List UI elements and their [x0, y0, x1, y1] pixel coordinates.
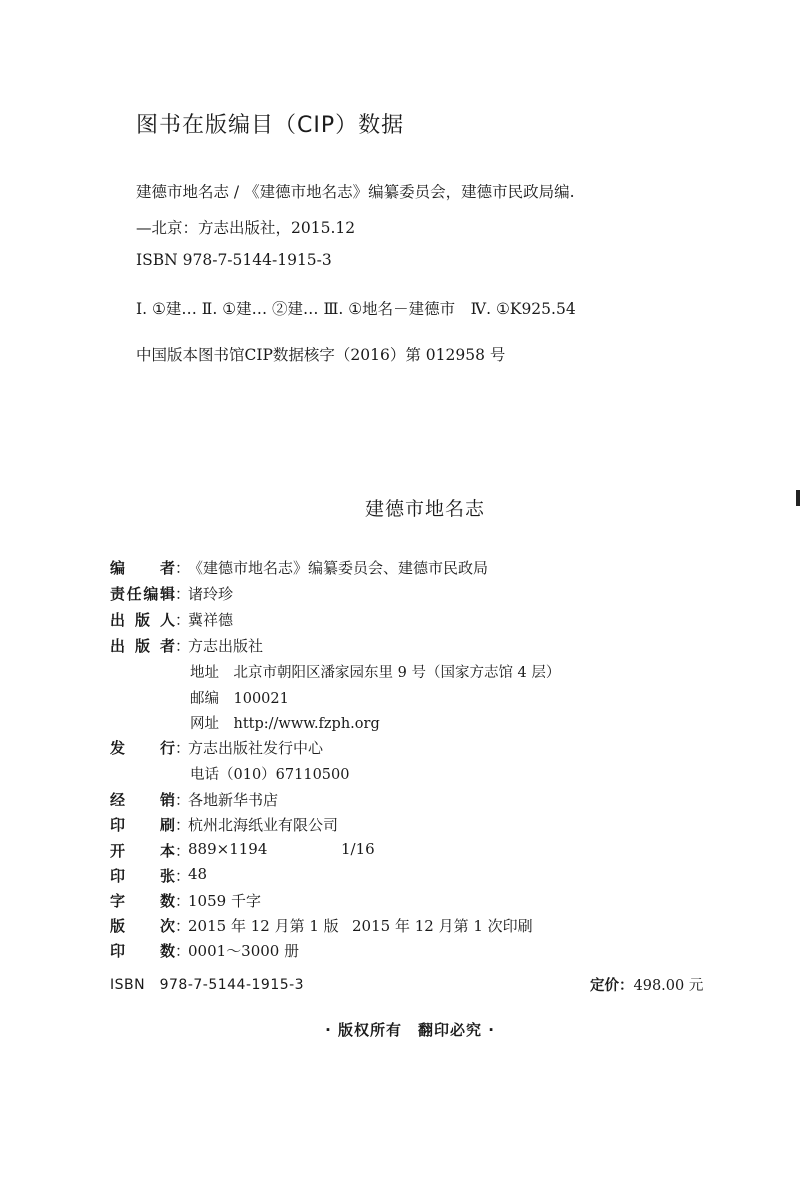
print-run-label: 印 数	[110, 942, 175, 960]
book-title: 建德市地名志	[364, 498, 485, 520]
word-count-value: 1059 千字	[188, 892, 261, 910]
edition-value: 2015 年 12 月第 1 版	[188, 917, 339, 935]
distribution-phone: 电话（010）67110500	[190, 767, 350, 783]
cip-title-line: 建德市地名志 / 《建德市地名志》编纂委员会，建德市民政局编.	[136, 183, 575, 201]
cip-classification-line: Ⅰ. ①建… Ⅱ. ①建… ②建… Ⅲ. ①地名－建德市 Ⅳ. ①K925.54	[136, 300, 576, 318]
responsible-editor-label: 责任编辑	[110, 585, 175, 603]
format-value: 889×1194	[188, 840, 268, 858]
cip-isbn-line: ISBN 978-7-5144-1915-3	[136, 251, 332, 269]
edition-extra: 2015 年 12 月第 1 次印刷	[352, 917, 533, 935]
distribution-value: 方志出版社发行中心	[188, 739, 324, 757]
printing-value: 杭州北海纸业有限公司	[188, 816, 339, 834]
rights-notice: · 版权所有 翻印必究 ·	[325, 1021, 495, 1039]
colon: ：	[175, 816, 191, 834]
sales-value: 各地新华书店	[188, 791, 279, 809]
colon: ：	[175, 739, 191, 757]
sales-label: 经 销	[110, 791, 175, 809]
price-value: 498.00 元	[633, 978, 704, 994]
colon: ：	[175, 611, 191, 629]
publisher-label: 出 版 者	[110, 637, 175, 655]
cip-record-number-line: 中国版本图书馆CIP数据核字（2016）第 012958 号	[136, 346, 506, 364]
colon: ：	[175, 942, 191, 960]
distribution-label: 发 行	[110, 739, 175, 757]
publisher-website: 网址 http://www.fzph.org	[190, 716, 380, 732]
sheets-label: 印 张	[110, 867, 175, 885]
price	[590, 974, 703, 995]
colon: ：	[175, 917, 191, 935]
responsible-editor-value: 诸玲珍	[188, 585, 234, 603]
cip-publisher-line: —北京：方志出版社，2015.12	[136, 219, 356, 237]
isbn-footer: ISBN 978-7-5144-1915-3	[110, 977, 305, 993]
publisher-value: 方志出版社	[188, 637, 264, 655]
publisher-person-label: 出 版 人	[110, 611, 175, 629]
editor-label: 编 者	[110, 559, 175, 577]
editor-value: 《建德市地名志》编纂委员会、建德市民政局	[188, 559, 489, 577]
publisher-address: 地址 北京市朝阳区潘家园东里 9 号（国家方志馆 4 层）	[190, 665, 561, 681]
edition-label: 版 次	[110, 917, 175, 935]
printing-label: 印 刷	[110, 816, 175, 834]
format-extra: 1/16	[341, 840, 375, 858]
sheets-value: 48	[188, 865, 208, 883]
colon: ：	[175, 842, 191, 860]
word-count-label: 字 数	[110, 892, 175, 910]
colon: ：	[175, 637, 191, 655]
colon: ：	[175, 559, 191, 577]
format-label: 开 本	[110, 842, 175, 860]
print-run-value: 0001～3000 册	[188, 942, 300, 960]
publisher-postcode: 邮编 100021	[190, 691, 289, 707]
colon: ：	[175, 892, 191, 910]
page-edge-mark	[796, 490, 800, 506]
colon: ：	[175, 867, 191, 885]
colon: ：	[175, 585, 191, 603]
cip-heading: 图书在版编目（CIP）数据	[136, 113, 405, 138]
price-label: 定价：	[590, 978, 634, 994]
publisher-person-value: 冀祥德	[188, 611, 234, 629]
colon: ：	[175, 791, 191, 809]
